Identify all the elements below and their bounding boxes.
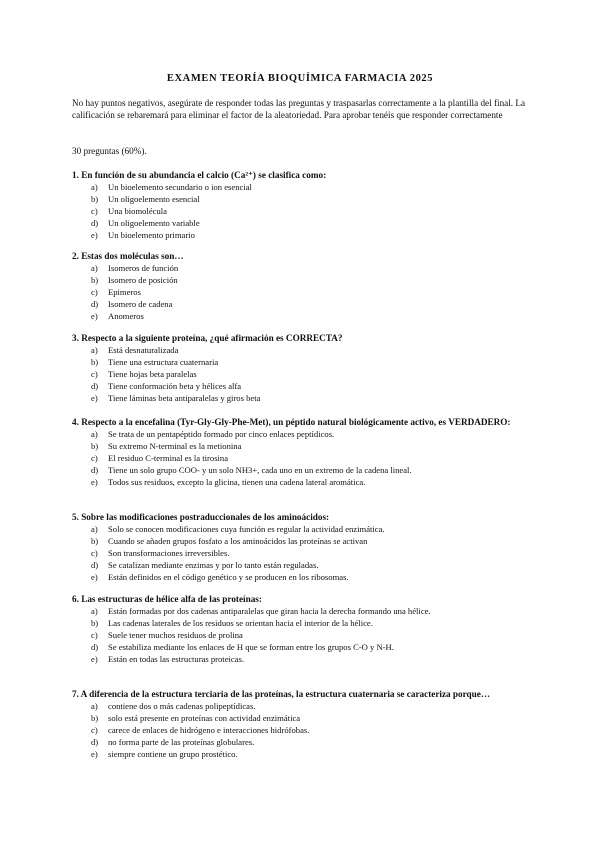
option-a[interactable] — [72, 606, 542, 618]
question-4 — [72, 416, 542, 489]
option-c[interactable] — [72, 206, 542, 218]
option-letter: a) — [91, 345, 98, 355]
pass-requirement: 30 preguntas (60%). — [72, 146, 147, 156]
option-c[interactable] — [72, 630, 542, 642]
option-a[interactable] — [72, 524, 542, 536]
option-letter: b) — [91, 440, 99, 451]
option-letter: d) — [91, 217, 99, 228]
option-letter: a) — [91, 606, 98, 616]
option-a[interactable] — [72, 345, 542, 357]
option-text: Se catalizan mediante enzimas y por lo tanto están reguladas. — [108, 559, 319, 570]
question-title: 4. Respecto a la encefalina (Tyr-Gly-Gly-Phe-Met), un péptido natural biológicamente activo, es VERDADERO: — [72, 417, 511, 427]
option-text: Todos sus residuos, excepto la glicina, tienen una cadena lateral aromática. — [108, 476, 366, 487]
option-text: Su extremo N-terminal es la metionina — [108, 440, 242, 451]
question-title: 5. Sobre las modificaciones postraduccionales de los aminoácidos: — [72, 512, 330, 522]
option-letter: a) — [91, 182, 98, 192]
option-list — [72, 182, 542, 242]
option-e[interactable] — [72, 393, 542, 405]
question-title: 3. Respecto a la siguiente proteína, ¿qué afirmación es CORRECTA? — [72, 333, 343, 343]
option-text: Tiene láminas beta antiparalelas y giros beta — [108, 392, 261, 403]
question-title: 6. Las estructuras de hélice alfa de las proteínas: — [72, 594, 262, 604]
option-text: Solo se conocen modificaciones cuya función es regular la actividad enzimática. — [108, 524, 385, 534]
option-text: siempre contiene un grupo prostético. — [108, 748, 238, 759]
option-d[interactable] — [72, 465, 542, 477]
question-title: 1. En función de su abundancia el calcio (Ca²⁺) se clasifica como: — [72, 170, 327, 180]
option-letter: b) — [91, 712, 99, 723]
question-6 — [72, 593, 542, 666]
option-text: Un bioelemento primario — [108, 229, 195, 240]
option-text: Anomeros — [108, 310, 144, 321]
option-d[interactable] — [72, 560, 542, 572]
option-text: Se estabiliza mediante los enlaces de H que se forman entre los grupos C-O y N-H. — [108, 641, 394, 652]
option-text: Tiene hojas beta paralelas — [108, 368, 197, 379]
option-text: Un oligoelemento variable — [108, 217, 200, 228]
option-b[interactable] — [72, 713, 542, 725]
option-letter: a) — [91, 263, 98, 273]
option-a[interactable] — [72, 701, 542, 713]
option-text: Suele tener muchos residuos de prolina — [108, 629, 243, 640]
option-letter: c) — [91, 368, 98, 379]
option-letter: b) — [91, 617, 99, 628]
option-b[interactable] — [72, 618, 542, 630]
option-list — [72, 701, 542, 761]
option-e[interactable] — [72, 230, 542, 242]
option-letter: c) — [91, 286, 98, 297]
question-title: 7. A diferencia de la estructura terciaria de las proteínas, la estructura cuaternaria se caracteriza porque… — [72, 689, 491, 699]
option-letter: d) — [91, 559, 99, 570]
option-text: Epimeros — [108, 286, 141, 297]
option-b[interactable] — [72, 275, 542, 287]
option-text: carece de enlaces de hidrógeno e interacciones hidrófobas. — [108, 724, 310, 735]
option-text: Las cadenas laterales de los residuos se orientan hacia el interior de la hélice. — [108, 617, 373, 628]
option-letter: b) — [91, 193, 99, 204]
option-list — [72, 263, 542, 323]
option-text: Isomeros de función — [108, 263, 179, 273]
option-a[interactable] — [72, 429, 542, 441]
question-3 — [72, 332, 542, 405]
option-text: contiene dos o más cadenas polipeptídicas. — [108, 701, 256, 711]
option-e[interactable] — [72, 311, 542, 323]
option-d[interactable] — [72, 218, 542, 230]
option-letter: e) — [91, 748, 98, 759]
option-a[interactable] — [72, 182, 542, 194]
option-text: Está desnaturalizada — [108, 345, 179, 355]
option-letter: a) — [91, 524, 98, 534]
option-text: Están definidos en el código genético y se producen en los ribosomas. — [108, 571, 349, 582]
question-title: 2. Estas dos moléculas son… — [72, 251, 184, 261]
option-text: solo está presente en proteínas con actividad enzimática — [108, 712, 301, 723]
option-letter: b) — [91, 535, 99, 546]
option-text: Están formadas por dos cadenas antiparalelas que giran hacia la derecha formando una hélice. — [108, 606, 431, 616]
option-text: Un oligoelemento esencial — [108, 193, 200, 204]
option-list — [72, 429, 542, 489]
option-letter: b) — [91, 274, 99, 285]
option-text: Cuando se añaden grupos fosfato a los aminoácidos las proteínas se activan — [108, 535, 368, 546]
option-b[interactable] — [72, 536, 542, 548]
option-letter: d) — [91, 464, 99, 475]
question-1 — [72, 169, 542, 242]
option-letter: a) — [91, 429, 98, 439]
option-b[interactable] — [72, 357, 542, 369]
exam-title: EXAMEN TEORÍA BIOQUÍMICA FARMACIA 2025 — [166, 73, 434, 84]
option-text: Tiene un solo grupo COO- y un solo NH3+, cada uno en un extremo de la cadena lineal. — [108, 464, 412, 475]
option-letter: e) — [91, 653, 98, 664]
option-text: Una biomolécula — [108, 205, 167, 216]
option-letter: d) — [91, 380, 99, 391]
question-2 — [72, 250, 542, 323]
option-letter: b) — [91, 356, 99, 367]
option-d[interactable] — [72, 642, 542, 654]
option-letter: e) — [91, 310, 98, 321]
exam-instructions: No hay puntos negativos, asegúrate de responder todas las preguntas y traspasarlas correctamente a la plantilla del final. La calificación se rebaremará para eliminar el factor de la aleatoriedad. Para aprobar tenéis que responder correctamente — [72, 98, 526, 121]
option-text: Isomero de posición — [108, 274, 178, 285]
option-a[interactable] — [72, 263, 542, 275]
option-b[interactable] — [72, 441, 542, 453]
option-text: Un bioelemento secundario o ion esencial — [108, 182, 252, 192]
option-letter: c) — [91, 205, 98, 216]
option-text: Tiene una estructura cuaternaria — [108, 356, 219, 367]
option-c[interactable] — [72, 725, 542, 737]
option-text: Están en todas las estructuras proteicas. — [108, 653, 245, 664]
option-letter: c) — [91, 452, 98, 463]
option-c[interactable] — [72, 369, 542, 381]
option-d[interactable] — [72, 299, 542, 311]
option-e[interactable] — [72, 654, 542, 666]
option-text: Son transformaciones irreversibles. — [108, 547, 230, 558]
option-text: Isomero de cadena — [108, 298, 173, 309]
option-list — [72, 524, 542, 584]
option-letter: e) — [91, 476, 98, 487]
option-letter: e) — [91, 392, 98, 403]
option-letter: e) — [91, 571, 98, 582]
option-letter: a) — [91, 701, 98, 711]
option-letter: d) — [91, 641, 99, 652]
option-e[interactable] — [72, 477, 542, 489]
option-e[interactable] — [72, 572, 542, 584]
option-c[interactable] — [72, 548, 542, 560]
option-text: no forma parte de las proteínas globulares. — [108, 736, 255, 747]
question-5 — [72, 511, 542, 584]
option-letter: e) — [91, 229, 98, 240]
option-letter: c) — [91, 547, 98, 558]
option-list — [72, 606, 542, 666]
option-letter: c) — [91, 629, 98, 640]
question-7 — [72, 688, 542, 761]
option-letter: d) — [91, 736, 99, 747]
option-b[interactable] — [72, 194, 542, 206]
option-c[interactable] — [72, 287, 542, 299]
option-d[interactable] — [72, 381, 542, 393]
option-letter: d) — [91, 298, 99, 309]
option-e[interactable] — [72, 749, 542, 761]
option-letter: c) — [91, 724, 98, 735]
option-list — [72, 345, 542, 405]
option-text: Tiene conformación beta y hélices alfa — [108, 380, 242, 391]
option-text: El residuo C-terminal es la tirosina — [108, 452, 229, 463]
option-c[interactable] — [72, 453, 542, 465]
option-text: Se trata de un pentapéptido formado por cinco enlaces peptídicos. — [108, 429, 335, 439]
option-d[interactable] — [72, 737, 542, 749]
